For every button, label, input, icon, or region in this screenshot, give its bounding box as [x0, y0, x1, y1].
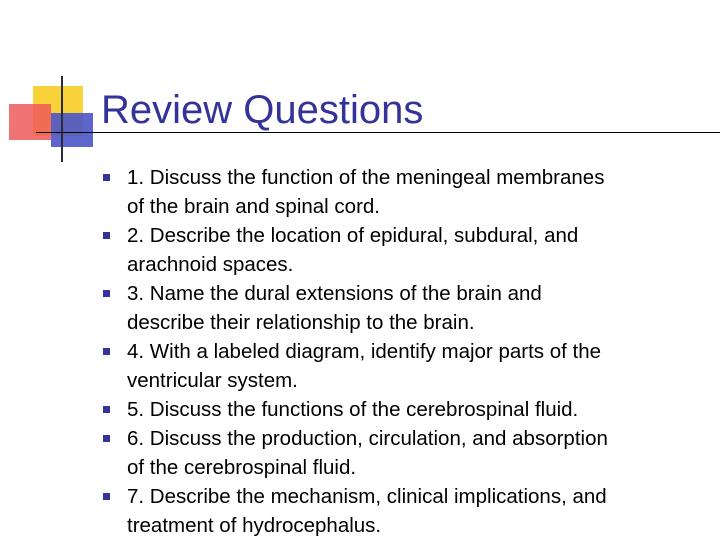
question-text-line1: 2. Describe the location of epidural, subdural, and	[127, 224, 579, 247]
list-item	[103, 424, 702, 482]
square-bullet-icon	[103, 290, 110, 297]
question-text-line2: arachnoid spaces.	[127, 253, 294, 276]
question-text-line1: 3. Name the dural extensions of the brain and	[127, 282, 542, 305]
list-item	[103, 395, 702, 424]
question-text-line2: of the brain and spinal cord.	[127, 195, 380, 218]
list-item	[103, 337, 702, 395]
list-item	[103, 279, 702, 337]
question-text-line2: describe their relationship to the brain.	[127, 311, 475, 334]
square-bullet-icon	[103, 348, 110, 355]
square-bullet-icon	[103, 232, 110, 239]
square-bullet-icon	[103, 174, 110, 181]
square-bullet-icon	[103, 435, 110, 442]
list-item	[103, 163, 702, 221]
question-text-line2: ventricular system.	[127, 369, 298, 392]
question-text-line1: 5. Discuss the functions of the cerebrospinal fluid.	[127, 398, 579, 421]
list-item	[103, 482, 702, 540]
question-text-line1: 4. With a labeled diagram, identify major parts of the	[127, 340, 602, 363]
question-text-line2: of the cerebrospinal fluid.	[127, 456, 357, 479]
question-text-line1: 1. Discuss the function of the meningeal membranes	[127, 166, 605, 189]
square-bullet-icon	[103, 406, 110, 413]
decorative-vertical-line	[61, 76, 63, 162]
decorative-blue-square	[51, 113, 93, 147]
question-text-line1: 7. Describe the mechanism, clinical implications, and	[127, 485, 607, 508]
question-text-line2: treatment of hydrocephalus.	[127, 514, 382, 537]
square-bullet-icon	[103, 493, 110, 500]
list-item	[103, 221, 702, 279]
question-list	[103, 163, 702, 540]
slide-title: Review Questions	[101, 88, 424, 132]
question-text-line1: 6. Discuss the production, circulation, and absorption	[127, 427, 608, 450]
decorative-red-square	[9, 104, 51, 140]
